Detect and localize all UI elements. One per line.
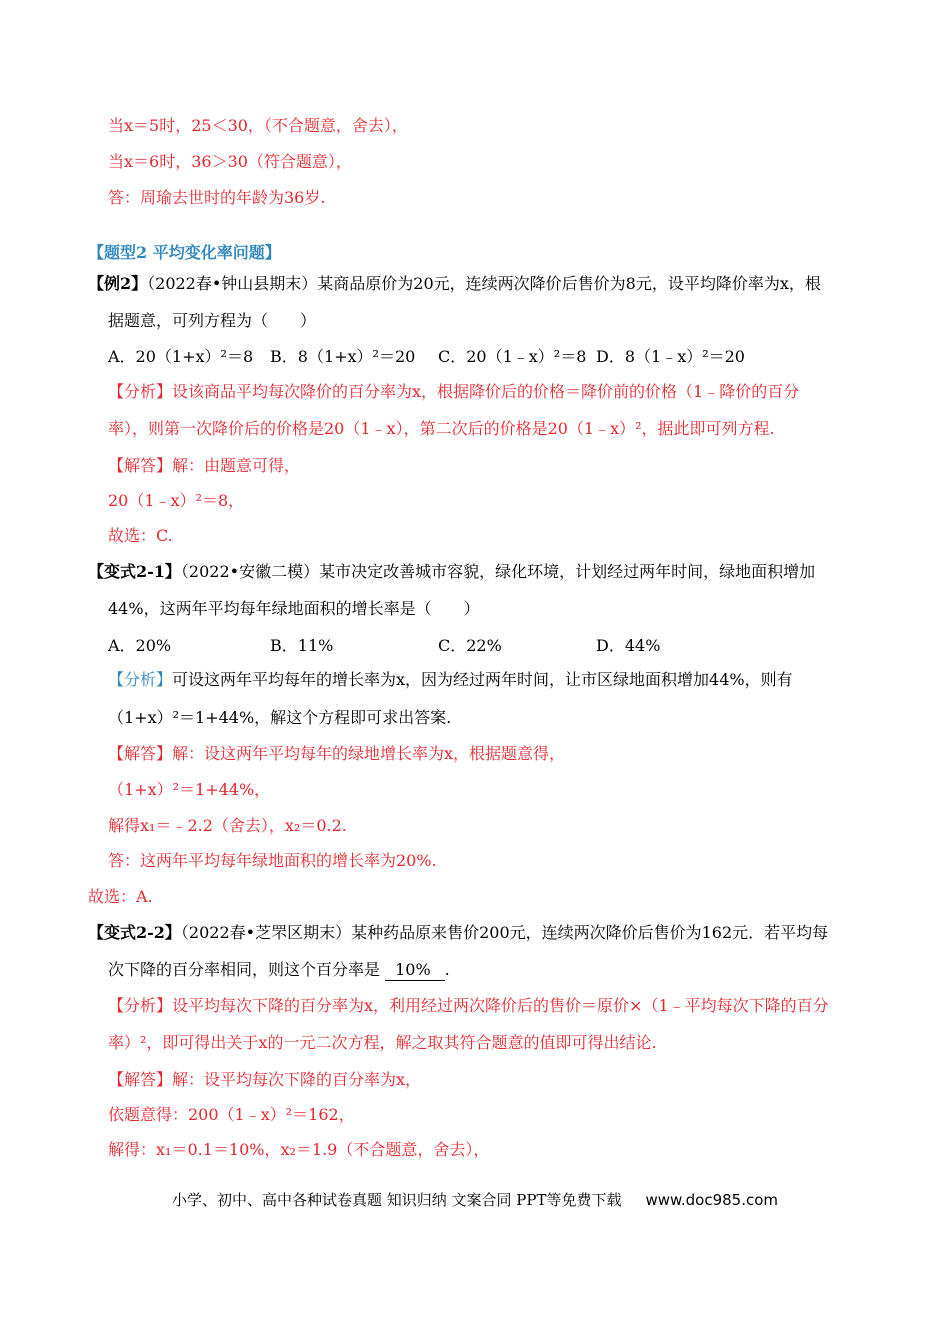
variant2-1-solution-line-3: 解得x₁＝﹣2.2（舍去），x₂＝0.2.	[108, 816, 347, 835]
variant2-1-solution-line-4: 答：这两年平均每年绿地面积的增长率为20%.	[108, 851, 437, 870]
variant2-2-solution-tag: 【解答】	[108, 1070, 173, 1089]
example2-solution-line-2: 20（1﹣x）²＝8，	[108, 491, 245, 510]
variant2-1-analysis-line-2: （1+x）²＝1+44%，解这个方程即可求出答案.	[108, 708, 452, 727]
variant2-2-stem-line-1	[88, 923, 828, 943]
variant2-2-solution-line-3: 解得：x₁＝0.1＝10%，x₂＝1.9（不合题意，舍去），	[108, 1140, 490, 1159]
variant2-1-solution-text: 解：设这两年平均每年的绿地增长率为x，根据题意得，	[172, 744, 566, 763]
example2-option-a: A．20（1+x）²＝8	[108, 347, 254, 366]
example2-option-b: B．8（1+x）²＝20	[270, 347, 416, 366]
variant2-2-stem-line-2	[108, 960, 450, 981]
variant2-1-solution-line-1	[108, 744, 565, 764]
variant2-2-tag: 【变式2-2】	[88, 923, 181, 942]
example2-analysis-line-2: 率），则第一次降价后的价格是20（1﹣x），第二次后的价格是20（1﹣x）²，据此即可列方程.	[108, 419, 775, 438]
example2-option-c: C．20（1﹣x）²＝8	[438, 347, 587, 366]
variant2-2-solution-text: 解：设平均每次下降的百分率为x，	[172, 1070, 422, 1089]
variant2-1-analysis-text: 可设这两年平均每年的增长率为x，因为经过两年时间，让市区绿地面积增加44%，则有	[172, 670, 793, 689]
example2-solution-line-1	[108, 456, 300, 476]
example2-analysis-line-1	[108, 382, 799, 402]
variant2-1-stem-line-1	[88, 562, 815, 582]
example2-tag: 【例2】	[88, 274, 148, 293]
variant2-1-option-b: B．11%	[270, 636, 334, 655]
variant2-1-analysis-tag: 【分析】	[108, 670, 173, 689]
example2-solution-text: 解：由题意可得，	[172, 456, 301, 475]
variant2-2-solution-line-2: 依题意得：200（1﹣x）²＝162，	[108, 1105, 355, 1124]
intro-line-3: 答：周瑜去世时的年龄为36岁.	[108, 188, 326, 207]
variant2-1-solution-tag: 【解答】	[108, 744, 173, 763]
variant2-2-analysis-tag: 【分析】	[108, 996, 173, 1015]
variant2-2-analysis-line-2: 率）²，即可得出关于x的一元二次方程，解之取其符合题意的值即可得出结论.	[108, 1033, 657, 1052]
variant2-2-solution-line-1	[108, 1070, 421, 1090]
example2-stem-line-1	[88, 274, 821, 294]
variant2-1-stem-line-2: 44%，这两年平均每年绿地面积的增长率是（ ）	[108, 599, 480, 618]
variant2-1-option-d: D．44%	[596, 636, 661, 655]
example2-solution-line-3: 故选：C.	[108, 526, 173, 545]
example2-solution-tag: 【解答】	[108, 456, 173, 475]
footer-text: 小学、初中、高中各种试卷真题 知识归纳 文案合同 PPT等免费下载	[171, 1191, 622, 1209]
example2-analysis-text: 设该商品平均每次降价的百分率为x，根据降价后的价格＝降价前的价格（1﹣降价的百分	[172, 382, 800, 401]
variant2-2-stem-text: （2022春•芝罘区期末）某种药品原来售价200元，连续两次降价后售价为162元．若平均每	[180, 923, 829, 942]
intro-line-1: 当x＝5时，25＜30，（不合题意，舍去），	[108, 116, 408, 135]
variant2-1-stem-text: （2022•安徽二模）某市决定改善城市容貌，绿化环境，计划经过两年时间，绿地面积增加	[180, 562, 816, 581]
variant2-1-option-a: A．20%	[108, 636, 172, 655]
variant2-2-stem-prefix: 次下降的百分率相同，则这个百分率是	[108, 960, 381, 979]
example2-stem-line-2: 据题意，可列方程为（ ）	[108, 311, 317, 330]
variant2-1-solution-line-2: （1+x）²＝1+44%，	[108, 780, 271, 799]
variant2-1-option-c: C．22%	[438, 636, 502, 655]
variant2-2-analysis-text: 设平均每次下降的百分率为x，利用经过两次降价后的售价＝原价×（1﹣平均每次下降的百分	[172, 996, 829, 1015]
example2-option-d: D．8（1﹣x）²＝20	[596, 347, 745, 366]
footer-site-link[interactable]: www.doc985.com	[645, 1191, 779, 1209]
variant2-1-analysis-line-1	[108, 670, 793, 690]
section-heading: 【题型2 平均变化率问题】	[88, 243, 281, 262]
variant2-1-choice: 故选：A.	[88, 887, 153, 906]
intro-line-2: 当x＝6时，36＞30（符合题意），	[108, 152, 352, 171]
example2-stem-text: （2022春•钟山县期末）某商品原价为20元，连续两次降价后售价为8元，设平均降价率为x，根	[147, 274, 821, 293]
page-footer	[0, 1190, 950, 1210]
variant2-1-tag: 【变式2-1】	[88, 562, 181, 581]
example2-analysis-tag: 【分析】	[108, 382, 173, 401]
variant2-2-stem-suffix: .	[444, 960, 450, 979]
variant2-2-analysis-line-1	[108, 996, 829, 1016]
answer-blank: 10%	[385, 960, 445, 981]
